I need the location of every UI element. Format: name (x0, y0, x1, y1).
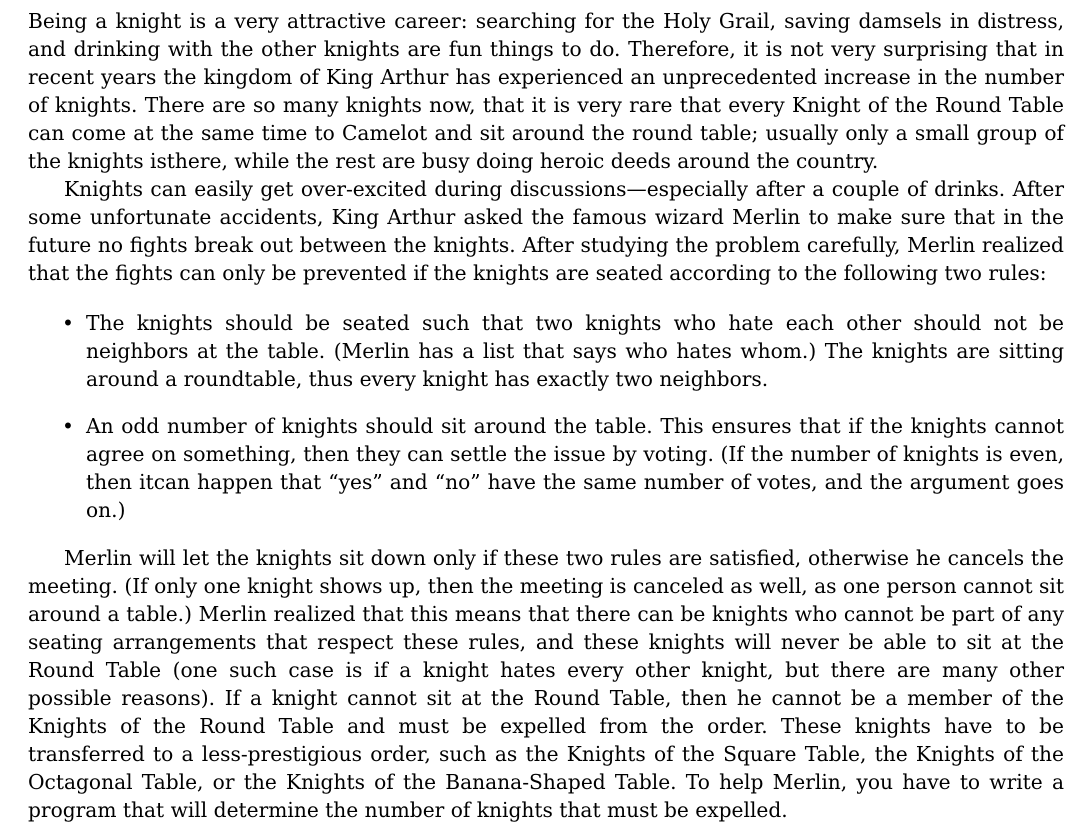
bullet-icon: • (62, 414, 74, 438)
rule-text: The knights should be seated such that two knights who hate each other should not be neighbors at the table. (Merlin has a list that says who hates whom.) The knights are sitting around a roundtable, thus every knight has exactly two neighbors. (86, 311, 1064, 391)
document-body (28, 7, 1064, 824)
paragraph-intro: Being a knight is a very attractive career: searching for the Holy Grail, saving damsels in distress, and drinking with the other knights are fun things to do. Therefore, it is not very surprising that in recent years the kingdom of King Arthur has experienced an unprecedented increase in the number of knights. There are so many knights now, that it is very rare that every Knight of the Round Table can come at the same time to Camelot and sit around the round table; usually only a small group of the knights isthere, while the rest are busy doing heroic deeds around the country. (28, 9, 1064, 173)
list-item (28, 309, 1064, 393)
list-item (28, 412, 1064, 524)
bullet-icon: • (62, 311, 74, 335)
paragraph-task: Merlin will let the knights sit down only if these two rules are satisfied, otherwise he cancels the meeting. (If only one knight shows up, then the meeting is canceled as well, as one person cannot sit around a table.) Merlin realized that this means that there can be knights who cannot be part of any seating arrangements that respect these rules, and these knights will never be able to sit at the Round Table (one such case is if a knight hates every other knight, but there are many other possible reasons). If a knight cannot sit at the Round Table, then he cannot be a member of the Knights of the Round Table and must be expelled from the order. These knights have to be transferred to a less-prestigious order, such as the Knights of the Square Table, the Knights of the Octagonal Table, or the Knights of the Banana-Shaped Table. To help Merlin, you have to write a program that will determine the number of knights that must be expelled. (28, 546, 1064, 822)
rule-text: An odd number of knights should sit around the table. This ensures that if the knights cannot agree on something, then they can settle the issue by voting. (If the number of knights is even, then itcan happen that “yes” and “no” have the same number of votes, and the argument goes on.) (86, 414, 1064, 522)
rules-list (28, 309, 1064, 524)
paragraph-rules-intro: Knights can easily get over-excited during discussions—especially after a couple of drinks. After some unfortunate accidents, King Arthur asked the famous wizard Merlin to make sure that in the future no fights break out between the knights. After studying the problem carefully, Merlin realized that the fights can only be prevented if the knights are seated according to the following two rules: (28, 177, 1064, 285)
